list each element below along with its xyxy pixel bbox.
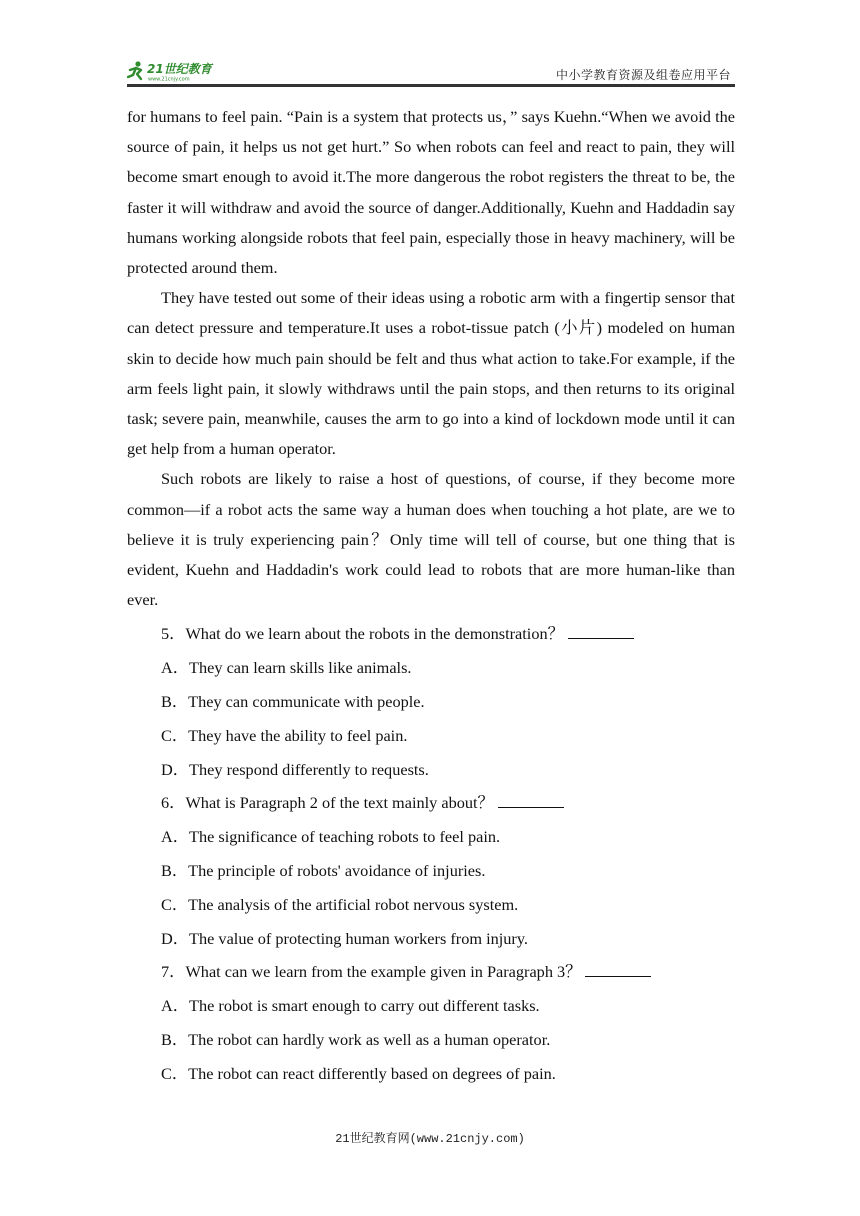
option-label: B．: [161, 1030, 189, 1050]
option-text: The analysis of the artificial robot nervous system.: [188, 894, 519, 914]
option: [127, 820, 735, 854]
question: [127, 617, 735, 651]
question-text: What do we learn about the robots in the demonstration？: [185, 624, 564, 644]
runner-icon: [128, 61, 141, 79]
question: [127, 955, 735, 989]
platform-title: 中小学教育资源及组卷应用平台: [555, 68, 731, 82]
question-number: 7．: [161, 962, 186, 982]
option-text: The principle of robots' avoidance of injuries.: [188, 861, 486, 881]
option-label: A．: [161, 827, 190, 847]
logo-url: www.21cnjy.com: [148, 76, 190, 82]
option-text: The significance of teaching robots to feel pain.: [189, 827, 501, 847]
option-text: They can learn skills like animals.: [189, 658, 412, 678]
option: [127, 651, 735, 685]
option: [127, 753, 735, 787]
question-number: 6．: [161, 793, 186, 813]
question: [127, 786, 735, 820]
option: [127, 719, 735, 753]
question-text: What is Paragraph 2 of the text mainly about？: [185, 793, 494, 813]
option-label: D．: [161, 759, 190, 779]
header-divider: [127, 84, 735, 87]
page-footer: 21世纪教育网(www.21cnjy.com): [335, 1132, 525, 1146]
option-label: C．: [161, 894, 189, 914]
passage-paragraph: They have tested out some of their ideas using a robotic arm with a fingertip sensor that can detect pressure and temperature.It uses a robot-tissue patch (小片) modeled on human skin to decide how much pain should be felt and thus what action to take.For example, if the arm feels light pain, it slowly withdraws until the pain stops, and then returns to its original task; severe pain, meanwhile, causes the arm to go into a kind of lockdown mode until it can get help from a human operator.: [127, 288, 735, 459]
logo-text: 21世纪教育: [147, 62, 212, 76]
document-body: [127, 102, 735, 1091]
option: [127, 1023, 735, 1057]
option: [127, 1057, 735, 1091]
question-text: What can we learn from the example given in Paragraph 3？: [185, 962, 582, 982]
option: [127, 854, 735, 888]
option-text: The robot can react differently based on degrees of pain.: [188, 1063, 556, 1083]
answer-blank: [585, 962, 651, 977]
option-text: They can communicate with people.: [188, 692, 425, 712]
option: [127, 922, 735, 956]
answer-blank: [498, 793, 564, 808]
option-label: A．: [161, 658, 190, 678]
option-text: The value of protecting human workers from injury.: [189, 928, 528, 948]
passage-paragraph: for humans to feel pain. “Pain is a system that protects us，” says Kuehn.“When we avoid the source of pain, it helps us not get hurt.” So when robots can feel and react to pain, they will become smart enough to avoid it.The more dangerous the robot registers the threat to be, the faster it will withdraw and avoid the source of danger.Additionally, Kuehn and Haddadin say humans working alongside robots that feel pain, especially those in heavy machinery, will be protected around them.: [127, 107, 735, 278]
option-label: D．: [161, 928, 190, 948]
answer-blank: [568, 624, 634, 639]
option-label: B．: [161, 861, 189, 881]
option-text: They have the ability to feel pain.: [188, 725, 408, 745]
option-text: The robot can hardly work as well as a human operator.: [188, 1030, 551, 1050]
site-logo: [127, 60, 223, 82]
option-label: A．: [161, 996, 190, 1016]
option-label: C．: [161, 1063, 189, 1083]
question-list: [127, 617, 735, 1090]
option: [127, 888, 735, 922]
option-text: They respond differently to requests.: [189, 759, 429, 779]
page-header: [127, 58, 735, 86]
question-number: 5．: [161, 624, 186, 644]
passage-paragraph: Such robots are likely to raise a host of questions, of course, if they become more common—if a robot acts the same way a human does when touching a hot plate, are we to believe it is truly experiencing pain？Only time will tell of course, but one thing that is evident, Kuehn and Haddadin's work could lead to robots that are more human-like than ever.: [127, 469, 735, 610]
option-label: C．: [161, 725, 189, 745]
option: [127, 685, 735, 719]
option-label: B．: [161, 692, 189, 712]
option: [127, 989, 735, 1023]
option-text: The robot is smart enough to carry out different tasks.: [189, 996, 540, 1016]
